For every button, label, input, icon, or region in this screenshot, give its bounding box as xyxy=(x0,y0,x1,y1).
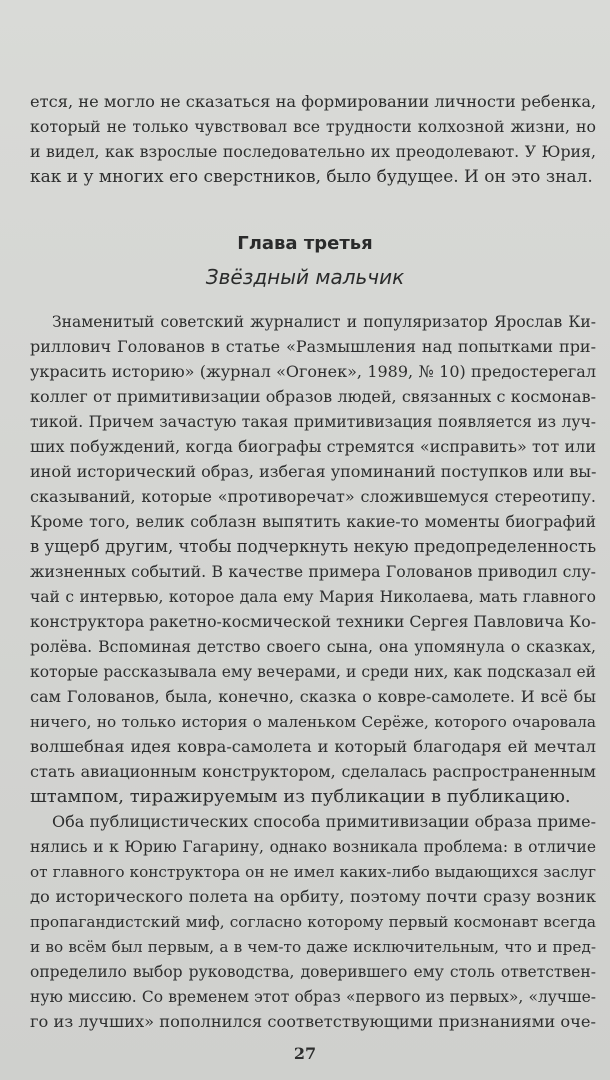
text-line: ничего, но только история о маленьком Серёже, которого очаровала xyxy=(30,713,596,731)
text-line: тикой. Причем зачастую такая примитивизация появляется из луч- xyxy=(30,413,596,431)
text-line: украсить историю» (журнал «Огонек», 1989, № 10) предостерегал xyxy=(30,362,596,381)
text-line: го из лучших» пополнился соответствующими признаниями оче- xyxy=(30,1012,596,1031)
text-line: коллег от примитивизации образов людей, связанных с космонав- xyxy=(30,387,596,406)
text-line: в ущерб другим, чтобы подчеркнуть некую предопределенность xyxy=(30,537,597,556)
text-line: Кроме того, велик соблазн выпятить какие-то моменты биографий xyxy=(30,512,596,531)
text-line: и во всём был первым, а в чем-то даже исключительным, что и пред- xyxy=(30,938,596,956)
text-line: иной исторический образ, избегая упоминаний поступков или вы- xyxy=(30,462,597,481)
text-line: нялись и к Юрию Гагарину, однако возникала проблема: в отличие xyxy=(30,838,596,856)
text-line: которые рассказывала ему вечерами, и среди них, как подсказал ей xyxy=(30,663,596,681)
text-line: определило выбор руководства, доверившего ему столь ответствен- xyxy=(30,963,596,981)
text-line: сказываний, которые «противоречат» сложившемуся стереотипу. xyxy=(30,487,596,506)
chapter-title: Звёздный мальчик xyxy=(205,265,405,289)
text-line: пропагандистский миф, согласно которому первый космонавт всегда xyxy=(30,913,596,931)
text-line: ется, не могло не сказаться на формировании личности ребенка, xyxy=(30,92,597,111)
text-line: Оба публицистических способа примитивизации образа приме- xyxy=(52,812,596,831)
text-line: до исторического полета на орбиту, поэтому почти сразу возник xyxy=(30,887,596,906)
text-line: Знаменитый советский журналист и популяризатор Ярослав Ки- xyxy=(52,313,596,331)
text-line: ших побуждений, когда биографы стремятся «исправить» тот или xyxy=(30,437,596,456)
text-line: конструктора ракетно-космической техники Сергея Павловича Ко- xyxy=(30,612,597,631)
text-line: стать авиационным конструктором, сделалась распространенным xyxy=(30,762,596,781)
text-line: ролёва. Вспоминая детство своего сына, она упомянула о сказках, xyxy=(30,637,596,656)
text-line: риллович Голованов в статье «Размышления над попытками при- xyxy=(30,337,596,356)
text-line: ную миссию. Со временем этот образ «первого из первых», «лучше- xyxy=(30,988,596,1006)
text-line: жизненных событий. В качестве примера Голованов приводил слу- xyxy=(30,562,596,581)
chapter-label: Глава третья xyxy=(237,233,373,254)
text-line: и видел, как взрослые последовательно их преодолевают. У Юрия, xyxy=(30,142,596,161)
text-line: который не только чувствовал все трудности колхозной жизни, но xyxy=(30,117,596,136)
text-line: сам Голованов, была, конечно, сказка о ковре-самолете. И всё бы xyxy=(30,687,596,706)
text-line: от главного конструктора он не имел каких-либо выдающихся заслуг xyxy=(30,863,596,881)
text-line: чай с интервью, которое дала ему Мария Николаева, мать главного xyxy=(30,588,596,606)
page-number: 27 xyxy=(293,1044,317,1063)
text-line: штампом, тиражируемым из публикации в публикацию. xyxy=(30,786,571,807)
text-line: волшебная идея ковра-самолета и который благодаря ей мечтал xyxy=(30,737,596,756)
text-line: как и у многих его сверстников, было будущее. И он это знал. xyxy=(30,167,593,187)
